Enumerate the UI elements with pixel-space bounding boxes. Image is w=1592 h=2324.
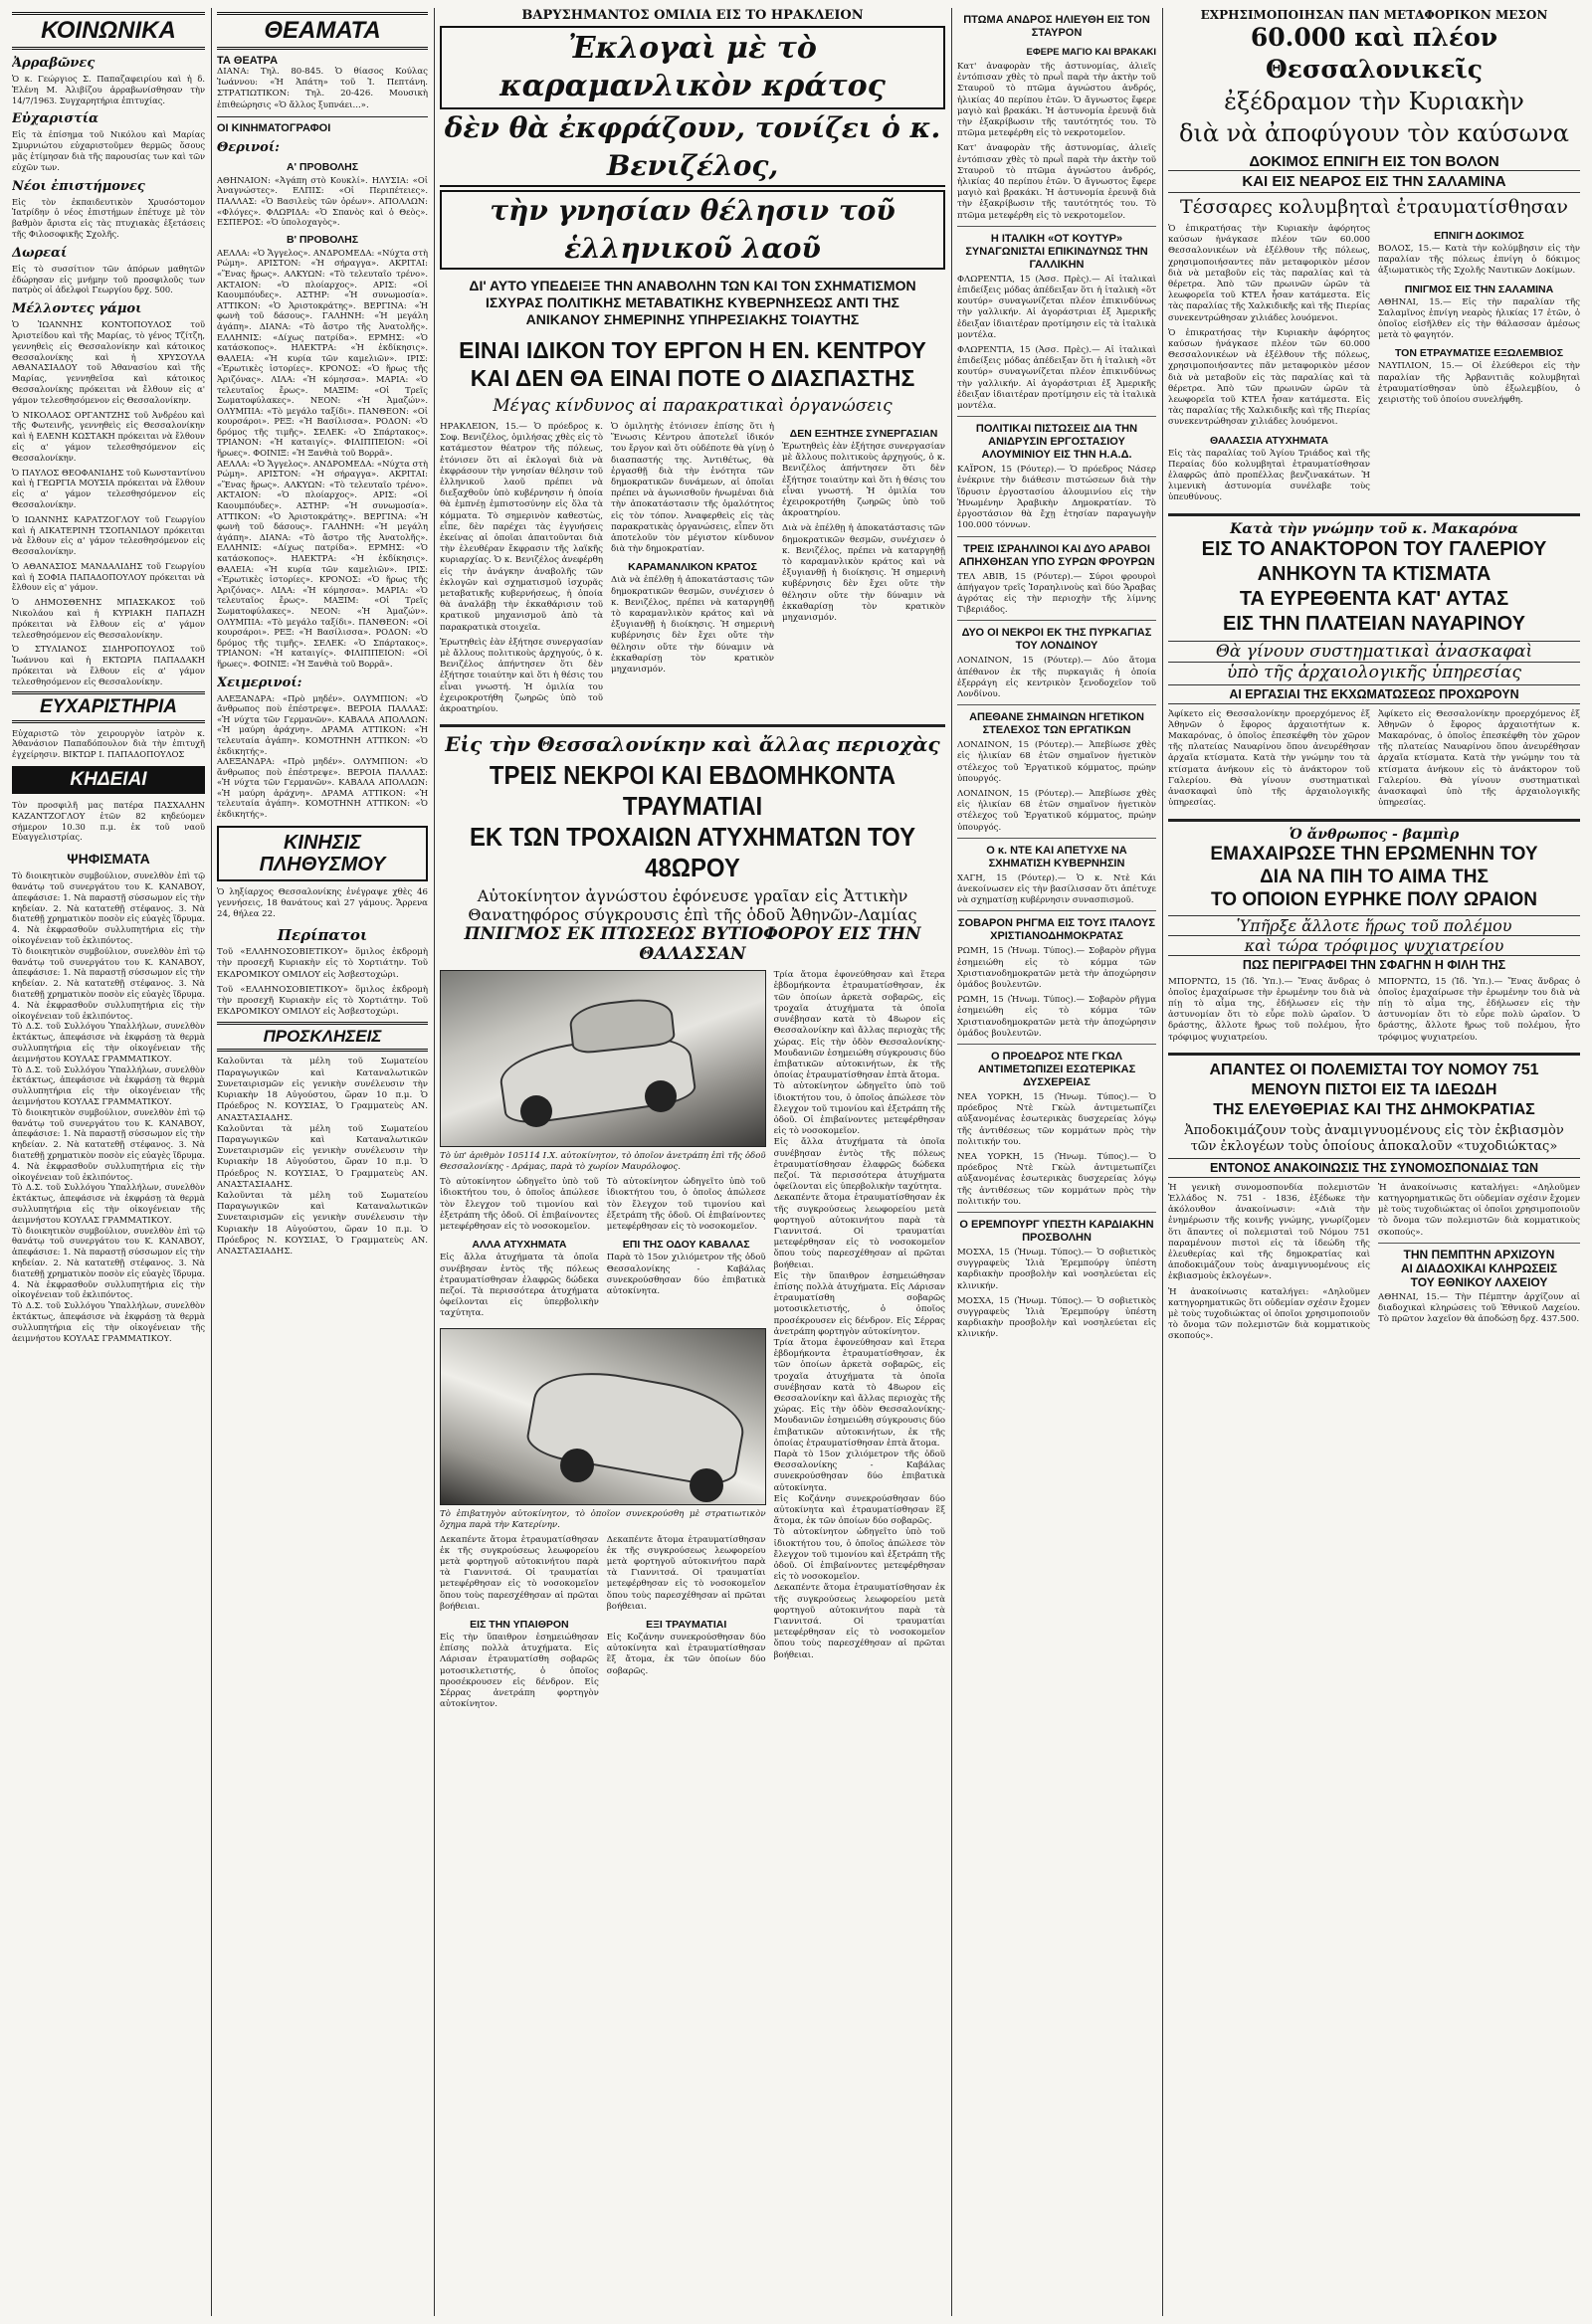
accident-text: Τὸ αὐτοκίνητον ὡδηγεῖτο ὑπὸ τοῦ ἰδιοκτήτου του, ὁ ὁποῖος ἀπώλεσε τὸν ἔλεγχον τοῦ τιμονίου καὶ ἐξετράπη τῆς ὁδοῦ. Οἱ ἐπιβαίνοντες μετεφέρθησαν εἰς τὸ νοσοκομεῖον. xyxy=(773,1527,945,1583)
invitation-text: Καλοῦνται τὰ μέλη τοῦ Σωματείου Παραγωγικῶν καὶ Καταναλωτικῶν Συνεταιρισμῶν εἰς γενικὴν συνέλευσιν τὴν Κυριακὴν 18 Αὐγούστου, ὥραν 10 π.μ. Ὁ Πρόεδρος Ν. ΚΟΥΣΙΑΣ, Ὁ Γραμματεὺς ΑΝ. ΑΝΑΣΤΑΣΙΑΔΗΣ. xyxy=(217,1190,428,1257)
heatwave-headline-2: ἐξέδραμον τὴν Κυριακὴν xyxy=(1224,88,1524,115)
heatwave-headline: 60.000 καὶ πλέον Θεσσαλονικεῖς xyxy=(1250,23,1498,84)
accident-text: Δεκαπέντε ἄτομα ἐτραυματίσθησαν ἐκ τῆς συγκρούσεως λεωφορείου μετὰ φορτηγοῦ αὐτοκινήτου παρὰ τὰ Γιαννιτσά. Οἱ τραυματίαι μετεφέρθησαν εἰς τὸ νοσοκομεῖον ὅπου τοὺς παρεσχέθησαν αἱ πρῶται βοήθειαι. xyxy=(773,1193,945,1270)
palace-headline-4: ΕΙΣ ΤΗΝ ΠΛΑΤΕΙΑΝ ΝΑΥΑΡΙΝΟΥ xyxy=(1223,612,1525,635)
veterans-headline: ΑΠΑΝΤΕΣ ΟΙ ΠΟΛΕΜΙΣΤΑΙ ΤΟΥ ΝΟΜΟΥ 751 xyxy=(1209,1061,1539,1078)
heatwave-text: Ὁ ἐπικρατήσας τὴν Κυριακὴν ἀφόρητος καύσων ἠνάγκασε πλέον τῶν 60.000 Θεσσαλονικέων νὰ ἐξέλθουν τῆς πόλεως, χρησιμοποιήσαντες πᾶν μεταφορικὸν μέσον διὰ νὰ μεταβοῦν εἰς τὰς παραλίας καὶ τὰ θέρετρα. Ἀπὸ τῶν πρωινῶν ὡρῶν τὰ λεωφορεῖα τοῦ ΚΤΕΛ ἦσαν κατάμεστα. Εἰς τὰς παραλίας τῆς Χαλκιδικῆς καὶ τῆς Πιερίας συνεκεντρώθησαν χιλιάδες λουόμενοι. xyxy=(1168,327,1370,428)
brief-headline: ΤΡΕΙΣ ΙΣΡΑΗΛΙΝΟΙ ΚΑΙ ΔΥΟ ΑΡΑΒΟΙ ΑΠΗΧΘΗΣΑΝ ΥΠΟ ΣΥΡΩΝ ΦΡΟΥΡΩΝ xyxy=(958,542,1155,568)
brief-headline: Ο κ. ΝΤΕ ΚΑΙ ΑΠΕΤΥΧΕ ΝΑ ΣΧΗΜΑΤΙΣΗ ΚΥΒΕΡΝΗΣΙΝ xyxy=(986,844,1127,870)
veterans-text: Ἡ ἀνακοίνωσις καταλήγει: «Δηλοῦμεν κατηγορηματικῶς ὅτι οὐδεμίαν σχέσιν ἔχομεν μὲ τοὺς τυχοδιώκτας οἱ ὁποῖοι χρησιμοποιοῦν τὸ ὄνομα τῶν πολεμιστῶν διὰ κομματικοὺς σκοπούς». xyxy=(1378,1182,1580,1238)
lead-banner: ΕΙΝΑΙ ΙΔΙΚΟΝ ΤΟΥ ΕΡΓΟΝ Η ΕΝ. ΚΕΝΤΡΟΥ xyxy=(459,337,926,363)
brief-headline: ΣΟΒΑΡΟΝ ΡΗΓΜΑ ΕΙΣ ΤΟΥΣ ΙΤΑΛΟΥΣ ΧΡΙΣΤΙΑΝΟΔΗΜΟΚΡΑΤΑΣ xyxy=(958,917,1155,943)
resolution-text: Τὸ Δ.Σ. τοῦ Συλλόγου Ὑπαλλήλων, συνελθὸν ἐκτάκτως, ἀπεφάσισε νὰ ἐκφράσῃ τὰ θερμὰ συλλυπητήρια εἰς τὴν οἰκογένειαν τῆς ἀειμνήστου ΚΟΥΛΑΣ ΓΡΑΜΜΑΤΙΚΟΥ. xyxy=(12,1064,205,1106)
veterans-text: Ἡ γενικὴ συνομοσπονδία πολεμιστῶν Ἑλλάδος Ν. 751 - 1836, ἐξέδωκε τὴν ἀκόλουθον ἀνακοίνωσιν: «Διὰ τὴν ἐνημέρωσιν τῆς κοινῆς γνώμης, γνωρίζομεν ὅτι ἅπαντες οἱ πολεμισταὶ τοῦ Νόμου 751 παραμένουν πιστοὶ εἰς τὰ ἰδεώδη τῆς ἐλευθερίας καὶ τῆς δημοκρατίας καὶ ἀποδοκιμάζουν τοὺς ἀναμιγνυομένους εἰς ἐκβιασμοὺς ἐκλογέων». xyxy=(1168,1182,1370,1282)
thanks-section-text: Εὐχαριστῶ τὸν χειρουργὸν ἰατρὸν κ. Ἀθανάσιον Παπαδόπουλον διὰ τὴν ἐπιτυχῆ ἐγχείρησιν. ΒΙΚΤΩΡ Ι. ΠΑΠΑΔΟΠΟΥΛΟΣ xyxy=(12,727,205,760)
palace-deck-2: ὑπὸ τῆς ἀρχαιολογικῆς ὑπηρεσίας xyxy=(1168,662,1580,682)
heatwave-text: ΑΘΗΝΑΙ, 15.— Εἰς τὴν παραλίαν τῆς Σαλαμῖνος ἐπνίγη νεαρὸς ἡλικίας 17 ἐτῶν, ὁ ὁποῖος εἰσῆλθεν εἰς τὴν θάλασσαν ἀμέσως μετὰ τὸ φαγητόν. xyxy=(1378,296,1580,341)
salamis-heading: ΠΝΙΓΜΟΣ ΕΙΣ ΤΗΝ ΣΑΛΑΜΙΝΑ xyxy=(1404,283,1554,295)
brief-text: ΦΛΩΡΕΝΤΙΑ, 15 (Ἀσσ. Πρὲς).— Αἱ ἰταλικαὶ ἐπιδείξεις μόδας ἀπέδειξαν ὅτι ἡ ἰταλικὴ «ὂτ κουτύρ» συναγωνίζεται πλέον ἐπικινδύνως τὴν γαλλικήν. Αἱ ἀγοράστριαι ἐξ Ἀμερικῆς ἐδειξαν ἰδιαιτέραν προτίμησιν εἰς τὰ ἰταλικὰ μοντέλα. xyxy=(957,345,1156,412)
accident-text: Παρὰ τὸ 15ον χιλιόμετρον τῆς ὁδοῦ Θεσσαλονίκης - Καβάλας συνεκρούσθησαν δύο ἐπιβατικὰ αὐτοκίνητα. xyxy=(773,1450,945,1493)
heatwave-text: ΒΟΛΟΣ, 15.— Κατὰ τὴν κολύμβησιν εἰς τὴν παραλίαν τῆς πόλεως ἐπνίγη ὁ δόκιμος ἀξιωματικὸς τῆς Σχολῆς Ναυτικῶν Δοκίμων. xyxy=(1378,244,1580,277)
brief-text: Κατ' ἀναφορὰν τῆς ἀστυνομίας, ἁλιεῖς ἐντόπισαν χθὲς τὸ πρωῒ παρὰ τὴν ἀκτὴν τοῦ Σταυροῦ τὸ πτῶμα ἀγνώστου ἀνδρός, ἡλικίας 40 περίπου ἐτῶν. Ὁ ἄγνωστος ἔφερε μαγιὸ καὶ βρακάκι. Ἡ ἀστυνομία ἐρευνᾷ διὰ τὴν ἐξακρίβωσιν τῆς ταυτότητός του. Τὸ πτῶμα μετεφέρθη εἰς τὸ νεκροτομεῖον. xyxy=(957,143,1156,221)
heatwave-text: Εἰς τὰς παραλίας τοῦ Ἁγίου Τριάδος καὶ τῆς Περαίας δύο κολυμβηταὶ ἐτραυματίσθησαν ἐλαφρῶς ἀπὸ προπέλλας βενζινακάτων. Ἡ λιμενικὴ ἀστυνομία συνέλαβε τοὺς ὑπευθύνους. xyxy=(1168,448,1370,503)
winter-cinemas-heading: Χειμερινοί: xyxy=(217,675,302,690)
wedding-notice: Ὁ ἸΩΑΝΝΗΣ ΚΟΝΤΟΠΟΥΛΟΣ τοῦ Ἀριστείδου καὶ τῆς Μαρίας, τὸ γένος Τζίτζη, γεννηθεὶς εἰς Θεσσαλονίκην καὶ κάτοικος Θεσσαλονίκης καὶ ἡ ΧΡΥΣΟΥΛΑ ΑΘΑΝΑΣΙΑΔΟΥ τοῦ Ἀθανασίου καὶ τῆς Μαρίας, γεννηθεῖσα καὶ κάτοικος Θεσσαλονίκης πρόκειται νὰ ἔλθουν εἰς α' γάμον τελεσθησόμενον εἰς Θεσσαλονίκην. xyxy=(12,319,205,405)
population-text: Ὁ ληξίαρχος Θεσσαλονίκης ἐνέγραψε χθὲς 46 γεννήσεις, 18 θανάτους καὶ 27 γάμους. Ἄρρενα 24, θήλεα 22. xyxy=(217,886,428,920)
crash-photo-1-caption: Τὸ ὑπ' ἀριθμὸν 105114 Ι.Χ. αὐτοκίνητον, τὸ ὁποῖον ἀνετράπη ἐπὶ τῆς ὁδοῦ Θεσσαλονίκης - Δράμας, παρὰ τὸ χωρίον Μαυρόλοφος. xyxy=(440,1151,766,1173)
theaters-subheading: ΤΑ ΘΕΑΤΡΑ xyxy=(217,55,279,67)
lottery-text: ΑΘΗΝΑΙ, 15.— Τὴν Πέμπτην ἀρχίζουν αἱ διαδοχικαὶ κληρώσεις τοῦ Ἐθνικοῦ Λαχείου. Τὸ πρῶτον λαχεῖον θὰ ἀποδώσῃ δρχ. 437.500. xyxy=(1378,1291,1580,1325)
speedboat-heading: ΤΟΝ ΕΤΡΑΥΜΑΤΙΣΕ ΕΞΩΛΕΜΒΙΟΣ xyxy=(1394,347,1564,360)
brief-text: ΜΟΣΧΑ, 15 (Ἡνωμ. Τύπος).— Ὁ σοβιετικὸς συγγραφεὺς Ἰλιὰ Ἐρεμπούργ ὑπέστη καρδιακὴν προσβολὴν καὶ νοσηλεύεται εἰς κλινικήν. xyxy=(957,1295,1156,1340)
regional-listing: ΑΛΕΞΑΝΔΡΑ: «Πρὸ μηδέν». ΟΛΥΜΠΙΟΝ: «Ὁ ἄνθρωπος ποὺ ἐπέστρεψε». ΒΕΡΟΙΑ ΠΑΛΛΑΣ: «Ἡ νύχτα τῶν Γερμανῶν». ΚΑΒΑΛΑ ΑΠΟΛΛΩΝ: «Ἡ μαύρη ἀράχνη». ΔΡΑΜΑ ΑΤΤΙΚΟΝ: «Ἡ τελευταία ἀγάπη». ΚΟΜΟΤΗΝΗ ΑΤΤΙΚΟΝ: «Ὁ ἐκδικητής». xyxy=(217,692,428,756)
wedding-notice: Ὁ ΝΙΚΟΛΑΟΣ ΟΡΓΑΝΤΖΗΣ τοῦ Ἀνδρέου καὶ τῆς Φωτεινῆς, γεννηθεὶς εἰς Θεσσαλονίκην καὶ ἡ ΕΛΕΝΗ ΚΩΣΤΑΚΗ πρόκειται νὰ ἔλθουν εἰς α' γάμον τελεσθησόμενον εἰς Θεσσαλονίκην. xyxy=(12,409,205,463)
brief-headline: ΠΟΛΙΤΙΚΑΙ ΠΙΣΤΩΣΕΙΣ ΔΙΑ ΤΗΝ ΑΝΙΔΡΥΣΙΝ ΕΡΓΟΣΤΑΣΙΟΥ ΑΛΟΥΜΙΝΙΟΥ ΕΙΣ ΤΗΝ Η.Α.Δ. xyxy=(975,423,1138,462)
lead-headline-box xyxy=(440,26,945,109)
heatwave-text: Ὁ ἐπικρατήσας τὴν Κυριακὴν ἀφόρητος καύσων ἠνάγκασε πλέον τῶν 60.000 Θεσσαλονικέων νὰ ἐξέλθουν τῆς πόλεως, χρησιμοποιήσαντες πᾶν μεταφορικὸν μέσον διὰ νὰ μεταβοῦν εἰς τὰς παραλίας καὶ τὰ θέρετρα. Ἀπὸ τῶν πρωινῶν ὡρῶν τὰ λεωφορεῖα τοῦ ΚΤΕΛ ἦσαν κατάμεστα. Εἰς τὰς παραλίας τῆς Χαλκιδικῆς καὶ τῆς Πιερίας συνεκεντρώθησαν χιλιάδες λουόμενοι. xyxy=(1168,224,1370,323)
heatwave-text: ΝΑΥΠΛΙΟΝ, 15.— Οἱ ἐλεύθεροι εἰς τὴν παραλίαν τῆς Ἀρβανιτιᾶς κολυμβηταὶ ἐτραυματίσθησαν ὑπὸ ἐξωλεμβίου, ὁ χειριστὴς τοῦ ὁποίου συνελήφθη. xyxy=(1378,361,1580,406)
social-section-title: ΚΟΙΝΩΝΙΚΑ xyxy=(12,12,205,50)
column-rule xyxy=(211,8,212,2316)
brief-subheadline: ΕΦΕΡΕ ΜΑΓΙΟ ΚΑΙ ΒΡΑΚΑΚΙ xyxy=(1026,47,1156,58)
accidents-kicker: Εἰς τὴν Θεσσαλονίκην καὶ ἄλλας περιοχὰς xyxy=(445,732,940,757)
lead-headline-box xyxy=(440,190,945,270)
column-right xyxy=(1168,8,1580,2316)
column-social xyxy=(12,8,205,2316)
crash-photo-2-caption: Τὸ ἐπιβατηγὸν αὐτοκίνητον, τὸ ὁποῖον συνεκρούσθη μὲ στρατιωτικὸν ὄχημα παρὰ τὴν Κατερίνην. xyxy=(440,1508,766,1530)
lead-story-text: Ὁ ὁμιλητὴς ἐτόνισεν ἐπίσης ὅτι ἡ Ἕνωσις Κέντρου ἀποτελεῖ ἰδικόν του ἔργον καὶ ὅτι οὐδέποτε θὰ γίνῃ ὁ διασπαστής της. Ἀντιθέτως, θὰ ἐργασθῇ διὰ τὴν ἑνότητα τῶν δημοκρατικῶν δυνάμεων, αἱ ὁποῖαι πρέπει νὰ ἀγωνισθοῦν ἡνωμέναι διὰ τὴν ἀποκατάστασιν τῆς ὁμαλότητος εἰς τὸν τόπον. Ἀναφερθεὶς εἰς τὰς παρακρατικὰς ὀργανώσεις, εἶπεν ὅτι ἀποτελοῦν τὸν μέγιστον κίνδυνον διὰ τὴν δημοκρατίαν. xyxy=(611,422,774,555)
cinemas-heading: ΟΙ ΚΙΝΗΜΑΤΟΓΡΑΦΟΙ xyxy=(217,121,331,134)
resolution-text: Τὸ διοικητικὸν συμβούλιον, συνελθὸν ἐπὶ τῷ θανάτῳ τοῦ συνεργάτου του Κ. ΚΑΝΑΒΟΥ, ἀπεφάσισε: 1. Νὰ παραστῇ σύσσωμον εἰς τὴν κηδείαν. 2. Νὰ κατατεθῇ στέφανος. 3. Νὰ διατεθῇ χρηματικὸν ποσὸν εἰς εὐαγὲς ἵδρυμα. 4. Νὰ ἐκφρασθοῦν συλλυπητήρια εἰς τὴν οἰκογένειαν τοῦ ἐκλιπόντος. xyxy=(12,1106,205,1182)
lead-headline: Ἐκλογαὶ μὲ τὸ καραμανλικὸν κράτος xyxy=(499,31,886,103)
brief-text: Κατ' ἀναφορὰν τῆς ἀστυνομίας, ἁλιεῖς ἐντόπισαν χθὲς τὸ πρωῒ παρὰ τὴν ἀκτὴν τοῦ Σταυροῦ τὸ πτῶμα ἀγνώστου ἀνδρός, ἡλικίας 40 περίπου ἐτῶν. Ὁ ἄγνωστος ἔφερε μαγιὸ καὶ βρακάκι. Ἡ ἀστυνομία ἐρευνᾷ διὰ τὴν ἐξακρίβωσιν τῆς ταυτότητός του. Τὸ πτῶμα μετεφέρθη εἰς τὸ νεκροτομεῖον. xyxy=(957,62,1156,139)
brief-headline: Η ΙΤΑΛΙΚΗ «ΟΤ ΚΟΥΤΥΡ» ΣΥΝΑΓΩΝΙΣΤΑΙ ΕΠΙΚΙΝΔΥΝΩΣ ΤΗΝ ΓΑΛΛΙΚΗΝ xyxy=(965,232,1148,271)
accident-text: Εἰς τὴν ὕπαιθρον ἐσημειώθησαν ἐπίσης πολλὰ ἀτυχήματα. Εἰς Λάρισαν ἐτραυματίσθη σοβαρῶς μοτοσικλετιστής, ὁ ὁποῖος προσέκρουσεν εἰς δένδρον. Εἰς Σέρρας ἀνετράπη φορτηγὸν αὐτοκίνητον. xyxy=(440,1632,599,1710)
crash-photo-2 xyxy=(440,1328,766,1505)
brief-headline: Ο ΕΡΕΜΠΟΥΡΓ ΥΠΕΣΤΗ ΚΑΡΔΙΑΚΗΝ ΠΡΟΣΒΟΛΗΝ xyxy=(959,1219,1154,1245)
walks-text: Τοῦ «ΕΛΛΗΝΟΣΟΒΙΕΤΙΚΟΥ» ὅμιλος ἐκδρομὴ τὴν προσεχῆ Κυριακὴν εἰς τὸ Χορτιάτην. Τοῦ ΕΚΔΡΟΜΙΚΟΥ ΟΜΙΛΟΥ εἰς Ἀσβεστοχώρι. xyxy=(217,947,428,980)
donations-notice: Εἰς τὸ συσσίτιον τῶν ἀπόρων μαθητῶν ἐδώρησαν εἰς μνήμην τοῦ προσφιλοῦς των πατρὸς οἱ ἀδελφοὶ Γεωργίου δρχ. 500. xyxy=(12,263,205,295)
resolution-text: Τὸ Δ.Σ. τοῦ Συλλόγου Ὑπαλλήλων, συνελθὸν ἐκτάκτως, ἀπεφάσισε νὰ ἐκφράσῃ τὰ θερμὰ συλλυπητήρια εἰς τὴν οἰκογένειαν τῆς ἀειμνήστου ΚΟΥΛΑΣ ΓΡΑΜΜΑΤΙΚΟΥ. xyxy=(12,1021,205,1064)
wedding-notice: Ὁ ΑΘΑΝΑΣΙΟΣ ΜΑΝΔΑΛΙΔΗΣ τοῦ Γεωργίου καὶ ἡ ΣΟΦΙΑ ΠΑΠΑΔΟΠΟΥΛΟΥ πρόκειται νὰ ἔλθουν εἰς α' γάμον. xyxy=(12,560,205,593)
invitation-text: Καλοῦνται τὰ μέλη τοῦ Σωματείου Παραγωγικῶν καὶ Καταναλωτικῶν Συνεταιρισμῶν εἰς γενικὴν συνέλευσιν τὴν Κυριακὴν 18 Αὐγούστου, ὥραν 10 π.μ. Ὁ Πρόεδρος Ν. ΚΟΥΣΙΑΣ, Ὁ Γραμματεὺς ΑΝ. ΑΝΑΣΤΑΣΙΑΔΗΣ. xyxy=(217,1057,428,1123)
regional-listing: ΑΛΕΞΑΝΔΡΑ: «Πρὸ μηδέν». ΟΛΥΜΠΙΟΝ: «Ὁ ἄνθρωπος ποὺ ἐπέστρεψε». ΒΕΡΟΙΑ ΠΑΛΛΑΣ: «Ἡ νύχτα τῶν Γερμανῶν». ΚΑΒΑΛΑ ΑΠΟΛΛΩΝ: «Ἡ μαύρη ἀράχνη». ΔΡΑΜΑ ΑΤΤΙΚΟΝ: «Ἡ τελευταία ἀγάπη». ΚΟΜΟΤΗΝΗ ΑΤΤΙΚΟΝ: «Ὁ ἐκδικητής». xyxy=(217,756,428,820)
accidents-deck-2: Θανατηφόρος σύγκρουσις ἐπὶ τῆς ὁδοῦ Ἀθηνῶν-Λαμίας xyxy=(468,905,917,925)
vampire-subhead: ΠΩΣ ΠΕΡΙΓΡΑΦΕΙ ΤΗΝ ΣΦΑΓΗΝ Η ΦΙΛΗ ΤΗΣ xyxy=(1168,955,1580,972)
crash-photo-1 xyxy=(440,970,766,1147)
population-movement-title: ΚΙΝΗΣΙΣ ΠΛΗΘΥΣΜΟΥ xyxy=(217,826,428,881)
vampire-deck: Ὑπῆρξε ἄλλοτε ἥρως τοῦ πολέμου xyxy=(1168,915,1580,935)
palace-deck: Θὰ γίνουν συστηματικαὶ ἀνασκαφαὶ xyxy=(1168,641,1580,662)
weddings-heading: Μέλλοντες γάμοι xyxy=(12,301,142,317)
invitations-title: ΠΡΟΣΚΛΗΣΕΙΣ xyxy=(217,1022,428,1052)
brief-text: ΛΟΝΔΙΝΟΝ, 15 (Ρόυτερ).— Ἀπεβίωσε χθὲς εἰς ἡλικίαν 68 ἐτῶν σημαῖνον ἡγετικὸν στέλεχος τοῦ Ἐργατικοῦ κόμματος, πρώην ὑπουργός. xyxy=(957,788,1156,833)
lead-story-text: Ἐρωτηθεὶς ἐὰν ἐξήτησε συνεργασίαν μὲ ἄλλους πολιτικοὺς ἀρχηγούς, ὁ κ. Βενιζέλος ἀπήντησεν ὅτι δὲν ἐξήτησε τοιαύτην καὶ ὅτι ἡ θέσις του εἶναι γνωστή. Ἡ ὁμιλία του ἐχειροκροτήθη ζωηρῶς ὑπὸ τοῦ ἀκροατηρίου. xyxy=(782,442,945,519)
vampire-headline: ΕΜΑΧΑΙΡΩΣΕ ΤΗΝ ΕΡΩΜΕΝΗΝ ΤΟΥ xyxy=(1210,843,1538,865)
accident-text: Τρία ἄτομα ἐφονεύθησαν καὶ ἕτερα ἑβδομήκοντα ἐτραυματίσθησαν, ἐκ τῶν ὁποίων ἀρκετὰ σοβαρῶς, εἰς τροχαῖα ἀτυχήματα τὰ ὁποῖα συνέβησαν κατὰ τὸ 48ωρον εἰς Θεσσαλονίκην καὶ ἄλλας περιοχὰς τῆς χώρας. Εἰς τὴν ὁδὸν Θεσσαλονίκης-Μουδανιῶν ἐσημειώθη σύγκρουσις δύο ἐπιβατικῶν αὐτοκινήτων, ἐκ τῆς ὁποίας ἐτραυματίσθησαν ἑπτὰ ἄτομα. xyxy=(773,970,945,1081)
resolution-text: Τὸ Δ.Σ. τοῦ Συλλόγου Ὑπαλλήλων, συνελθὸν ἐκτάκτως, ἀπεφάσισε νὰ ἐκφράσῃ τὰ θερμὰ συλλυπητήρια εἰς τὴν οἰκογένειαν τῆς ἀειμνήστου ΚΟΥΛΑΣ ΓΡΑΜΜΑΤΙΚΟΥ. xyxy=(12,1300,205,1343)
wedding-notice: Ὁ ΔΗΜΟΣΘΕΝΗΣ ΜΠΑΣΚΑΚΟΣ τοῦ Νικολάου καὶ ἡ ΚΥΡΙΑΚΗ ΠΑΠΑΖΗ πρόκειται νὰ ἔλθουν εἰς α' γάμον τελεσθησόμενον εἰς Θεσσαλονίκην. xyxy=(12,597,205,640)
other-accidents-heading: ΑΛΛΑ ΑΤΥΧΗΜΑΤΑ xyxy=(472,1239,567,1252)
resolution-text: Τὸ διοικητικὸν συμβούλιον, συνελθὸν ἐπὶ τῷ θανάτῳ τοῦ συνεργάτου του Κ. ΚΑΝΑΒΟΥ, ἀπεφάσισε: 1. Νὰ παραστῇ σύσσωμον εἰς τὴν κηδείαν. 2. Νὰ κατατεθῇ στέφανος. 3. Νὰ διατεθῇ χρηματικὸν ποσὸν εἰς εὐαγὲς ἵδρυμα. 4. Νὰ ἐκφρασθοῦν συλλυπητήρια εἰς τὴν οἰκογένειαν τοῦ ἐκλιπόντος. xyxy=(12,945,205,1021)
column-news-briefs xyxy=(957,8,1156,2316)
lottery-headline-2: ΑΙ ΔΙΑΔΟΧΙΚΑΙ ΚΛΗΡΩΣΕΙΣ xyxy=(1400,1260,1558,1275)
accident-text: Παρὰ τὸ 15ον χιλιόμετρον τῆς ὁδοῦ Θεσσαλονίκης - Καβάλας συνεκρούσθησαν δύο ἐπιβατικὰ αὐτοκίνητα. xyxy=(606,1253,766,1296)
brief-text: ΝΕΑ ΥΟΡΚΗ, 15 (Ἡνωμ. Τύπος).— Ὁ πρόεδρος Ντὲ Γκὼλ ἀντιμετωπίζει αὐξανομένας ἐσωτερικὰς δυσχερείας λόγῳ τῆς ἀντιθέσεως τῶν κομμάτων πρὸς τὴν πολιτικήν του. xyxy=(957,1091,1156,1147)
graduates-heading: Νέοι ἐπιστήμονες xyxy=(12,178,145,194)
vampire-kicker: Ὁ ἄνθρωπος - βαμπὶρ xyxy=(1289,826,1460,843)
veterans-headline-2: ΜΕΝΟΥΝ ΠΙΣΤΟΙ ΕΙΣ ΤΑ ΙΔΕΩΔΗ xyxy=(1251,1080,1497,1098)
brief-text: ΛΟΝΔΙΝΟΝ, 15 (Ρόυτερ).— Ἀπεβίωσε χθὲς εἰς ἡλικίαν 68 ἐτῶν σημαῖνον ἡγετικὸν στέλεχος τοῦ Ἐργατικοῦ κόμματος, πρώην ὑπουργός. xyxy=(957,740,1156,784)
heatwave-subhead: ΔΟΚΙΜΟΣ ΕΠΝΙΓΗ ΕΙΣ ΤΟΝ ΒΟΛΟΝ xyxy=(1249,153,1499,170)
brief-text: ΡΩΜΗ, 15 (Ἡνωμ. Τύπος).— Σοβαρὸν ρῆγμα ἐσημειώθη εἰς τὸ κόμμα τῶν Χριστιανοδημοκρατῶν μετὰ τὴν ἀποχώρησιν ὁμάδος βουλευτῶν. xyxy=(957,995,1156,1039)
accident-text: Τὸ αὐτοκίνητον ὡδηγεῖτο ὑπὸ τοῦ ἰδιοκτήτου του, ὁ ὁποῖος ἀπώλεσε τὸν ἔλεγχον τοῦ τιμονίου καὶ ἐξετράπη τῆς ὁδοῦ. Οἱ ἐπιβαίνοντες μετεφέρθησαν εἰς τὸ νοσοκομεῖον. xyxy=(773,1081,945,1137)
heatwave-subhead-2: ΚΑΙ ΕΙΣ ΝΕΑΡΟΣ ΕΙΣ ΤΗΝ ΣΑΛΑΜΙΝΑ xyxy=(1168,170,1580,193)
heatwave-story xyxy=(1168,224,1580,508)
wedding-notice: Ὁ ΣΤΥΛΙΑΝΟΣ ΣΙΔΗΡΟΠΟΥΛΟΣ τοῦ Ἰωάννου καὶ ἡ ΕΚΤΩΡΙΑ ΠΑΠΑΔΑΚΗ πρόκειται νὰ ἔλθουν εἰς α' γάμον τελεσθησόμενον εἰς Θεσσαλονίκην. xyxy=(12,644,205,686)
lead-story-text: ΗΡΑΚΛΕΙΟΝ, 15.— Ὁ πρόεδρος κ. Σοφ. Βενιζέλος, ὁμιλήσας χθὲς εἰς τὸ κατάμεστον θέατρον τῆς πόλεως, ἐτόνισεν ὅτι αἱ ἐκλογαὶ διὰ νὰ ἐκφράσουν τὴν γνησίαν θέλησιν τοῦ ἑλληνικοῦ λαοῦ πρέπει νὰ διεξαχθοῦν ὑπὸ κυβέρνησιν ἡ ὁποία θὰ ἐμπνέῃ ἐμπιστοσύνην εἰς ὅλα τὰ κόμματα. Τὸ σημερινὸν καθεστὼς, εἶπε, δὲν παρέχει τὰς ἐγγυήσεις ἐκείνας αἱ ὁποῖαι ἀπαιτοῦνται διὰ τὴν ἐλευθέραν ἔκφρασιν τῆς λαϊκῆς κυριαρχίας. Ὁ κ. Βενιζέλος ἀνεφέρθη εἰς τὴν ἀνάγκην ἀναβολῆς τῶν ἐκλογῶν καὶ σχηματισμοῦ ἰσχυρᾶς μεταβατικῆς κυβερνήσεως, ἡ ὁποία θὰ ἀναλάβῃ τὴν ἐκκαθάρισιν τοῦ κρατικοῦ μηχανισμοῦ ἀπὸ τὰ παρακρατικὰ στοιχεῖα. xyxy=(440,422,603,633)
column-rule xyxy=(951,8,952,2316)
sea-accidents-heading: ΘΑΛΑΣΣΙΑ ΑΤΥΧΗΜΑΤΑ xyxy=(1209,434,1329,447)
veterans-text: Ἡ ἀνακοίνωσις καταλήγει: «Δηλοῦμεν κατηγορηματικῶς ὅτι οὐδεμίαν σχέσιν ἔχομεν μὲ τοὺς τυχοδιώκτας οἱ ὁποῖοι χρησιμοποιοῦν τὸ ὄνομα τῶν πολεμιστῶν διὰ κομματικοὺς σκοπούς». xyxy=(1168,1286,1370,1342)
palace-headline-3: ΤΑ ΕΥΡΕΘΕΝΤΑ ΚΑΤ' ΑΥΤΑΣ xyxy=(1239,587,1509,610)
thanks-heading: Εὐχαριστία xyxy=(12,111,100,127)
veterans-headline-3: ΤΗΣ ΕΛΕΥΘΕΡΙΑΣ ΚΑΙ ΤΗΣ ΔΗΜΟΚΡΑΤΙΑΣ xyxy=(1213,1100,1535,1118)
vampire-deck-2: καὶ τώρα τρόφιμος ψυχιατρείου xyxy=(1168,935,1580,955)
invitation-text: Καλοῦνται τὰ μέλη τοῦ Σωματείου Παραγωγικῶν καὶ Καταναλωτικῶν Συνεταιρισμῶν εἰς γενικὴν συνέλευσιν τὴν Κυριακὴν 18 Αὐγούστου, ὥραν 10 π.μ. Ὁ Πρόεδρος Ν. ΚΟΥΣΙΑΣ, Ὁ Γραμματεὺς ΑΝ. ΑΝΑΣΤΑΣΙΑΔΗΣ. xyxy=(217,1123,428,1190)
resolution-text: Τὸ Δ.Σ. τοῦ Συλλόγου Ὑπαλλήλων, συνελθὸν ἐκτάκτως, ἀπεφάσισε νὰ ἐκφράσῃ τὰ θερμὰ συλλυπητήρια εἰς τὴν οἰκογένειαν τῆς ἀειμνήστου ΚΟΥΛΑΣ ΓΡΑΜΜΑΤΙΚΟΥ. xyxy=(12,1182,205,1225)
accident-text: Εἰς τὴν ὕπαιθρον ἐσημειώθησαν ἐπίσης πολλὰ ἀτυχήματα. Εἰς Λάρισαν ἐτραυματίσθη σοβαρῶς μοτοσικλετιστής, ὁ ὁποῖος προσέκρουσεν εἰς δένδρον. Εἰς Σέρρας ἀνετράπη φορτηγὸν αὐτοκίνητον. xyxy=(773,1270,945,1337)
volos-heading: ΕΠΝΙΓΗ ΔΟΚΙΜΟΣ xyxy=(1434,230,1524,242)
brief-headline: Ο ΠΡΟΕΔΡΟΣ ΝΤΕ ΓΚΩΛ ΑΝΤΙΜΕΤΩΠΙΖΕΙ ΕΣΩΤΕΡΙΚΑΣ ΔΥΣΧΕΡΕΙΑΣ xyxy=(977,1050,1136,1088)
engagements-heading: Ἀρραβῶνες xyxy=(12,56,96,71)
lead-story-text: Ἐρωτηθεὶς ἐὰν ἐξήτησε συνεργασίαν μὲ ἄλλους πολιτικοὺς ἀρχηγούς, ὁ κ. Βενιζέλος ἀπήντησεν ὅτι δὲν ἐξήτησε τοιαύτην καὶ ὅτι ἡ θέσις του εἶναι γνωστή. Ἡ ὁμιλία του ἐχειροκροτήθη ζωηρῶς ὑπὸ τοῦ ἀκροατηρίου. xyxy=(440,637,603,715)
brief-text: ΦΛΩΡΕΝΤΙΑ, 15 (Ἀσσ. Πρὲς).— Αἱ ἰταλικαὶ ἐπιδείξεις μόδας ἀπέδειξαν ὅτι ἡ ἰταλικὴ «ὂτ κουτύρ» συναγωνίζεται πλέον ἐπικινδύνως τὴν γαλλικήν. Αἱ ἀγοράστριαι ἐξ Ἀμερικῆς ἐδειξαν ἰδιαιτέραν προτίμησιν εἰς τὰ ἰταλικὰ μοντέλα. xyxy=(957,274,1156,340)
accident-text: Εἰς Κοζάνην συνεκρούσθησαν δύο αὐτοκίνητα καὶ ἐτραυματίσθησαν ἓξ ἄτομα, ἐκ τῶν ὁποίων δύο σοβαρῶς. xyxy=(606,1632,766,1676)
accidents-deck-3: ΠΝΙΓΜΟΣ ΕΚ ΠΤΩΣΕΩΣ ΒΥΤΙΟΦΟΡΟΥ ΕΙΣ ΤΗΝ ΘΑΛΑΣΣΑΝ xyxy=(464,924,921,965)
accident-text: Τρία ἄτομα ἐφονεύθησαν καὶ ἕτερα ἑβδομήκοντα ἐτραυματίσθησαν, ἐκ τῶν ὁποίων ἀρκετὰ σοβαρῶς, εἰς τροχαῖα ἀτυχήματα τὰ ὁποῖα συνέβησαν κατὰ τὸ 48ωρον εἰς Θεσσαλονίκην καὶ ἄλλας περιοχὰς τῆς χώρας. Εἰς τὴν ὁδὸν Θεσσαλονίκης-Μουδανιῶν ἐσημειώθη σύγκρουσις δύο ἐπιβατικῶν αὐτοκινήτων, ἐκ τῆς ὁποίας ἐτραυματίσθησαν ἑπτὰ ἄτομα. xyxy=(773,1337,945,1449)
kavala-road-heading: ΕΠΙ ΤΗΣ ΟΔΟΥ ΚΑΒΑΛΑΣ xyxy=(622,1239,750,1252)
accident-text: Τὸ αὐτοκίνητον ὡδηγεῖτο ὑπὸ τοῦ ἰδιοκτήτου του, ὁ ὁποῖος ἀπώλεσε τὸν ἔλεγχον τοῦ τιμονίου καὶ ἐξετράπη τῆς ὁδοῦ. Οἱ ἐπιβαίνοντες μετεφέρθησαν εἰς τὸ νοσοκομεῖον. xyxy=(606,1177,766,1233)
vampire-headline-3: ΤΟ ΟΠΟΙΟΝ ΕΥΡΗΚΕ ΠΟΛΥ ΩΡΑΙΟΝ xyxy=(1211,888,1537,910)
vampire-headline-2: ΔΙΑ ΝΑ ΠΙΗ ΤΟ ΑΙΜΑ ΤΗΣ xyxy=(1260,866,1489,887)
funerals-section-title: ΚΗΔΕΙΑΙ xyxy=(12,766,205,794)
second-run-listing: ΑΕΛΛΑ: «Ὁ Ἄγγελος». ΑΝΔΡΟΜΕΔΑ: «Νύχτα στὴ Ρώμη». ΑΡΙΣΤΟΝ: «Ἡ σήραγγα». ΑΚΡΙΤΑΙ: «Ἕνας ἥρως». ΑΛΚΥΩΝ: «Τὸ τελευταῖο τρένο». ΑΚΤΑΙΟΝ: «Ὁ πλοίαρχος». ΑΡΙΣ: «Οἱ Καουμπόυδες». ΑΣΤΗΡ: «Ἡ συνωμοσία». ΑΤΤΙΚΟΝ: «Ὁ Ἀριστοκράτης». ΒΕΡΓΙΝΑ: «Ἡ φωνὴ τοῦ δάσους». ΓΑΛΗΝΗ: «Ἡ μεγάλη ἀγάπη». ΔΙΑΝΑ: «Τὸ ἄστρο τῆς Ἀνατολῆς». ΕΛΛΗΝΙΣ: «Δίχως πατρίδα». ΕΡΜΗΣ: «Ὁ κατάσκοπος». ΗΛΕΚΤΡΑ: «Ἡ ἐκδίκησις». ΘΑΛΕΙΑ: «Ἡ κυρία τῶν καμελιῶν». ΙΡΙΣ: «Ἐρωτικὲς ἱστορίες». ΚΡΟΝΟΣ: «Ὁ ἥρως τῆς Ἀριζόνας». ΛΙΛΑ: «Ἡ κόμησσα». ΜΑΡΙΑ: «Ὁ τελευταῖος ἔρως». ΜΑΞΙΜ: «Οἱ Τρεῖς Σωματοφύλακες». ΝΕΟΝ: «Ἡ Ἀμαζών». ΟΛΥΜΠΙΑ: «Τὸ μεγάλο ταξίδι». ΠΑΝΘΕΟΝ: «Οἱ κουρσάροι». ΡΕΞ: «Ἡ Βασίλισσα». ΡΟΔΟΝ: «Ὁ δρόμος τῆς τιμῆς». ΣΕΛΕΚ: «Ὁ Σπάρτακος». ΤΡΙΑΝΟΝ: «Ἡ καταιγίς». ΦΙΛΙΠΠΕΙΟΝ: «Οἱ ἥρωες». ΦΟΙΝΙΞ: «Ἡ Ξανθιὰ τοῦ Βορρᾶ». xyxy=(217,247,428,459)
lead-story-text: Διὰ νὰ ἐπέλθῃ ἡ ἀποκατάστασις τῶν δημοκρατικῶν θεσμῶν, συνέχισεν ὁ κ. Βενιζέλος, πρέπει νὰ καταργηθῇ τὸ καραμανλικὸν κράτος καὶ νὰ ἐξυγιανθῇ ἡ διοίκησις. Ἡ σημερινὴ κυβέρνησις δὲν ἔχει οὔτε τὴν θέλησιν οὔτε τὴν δύναμιν νὰ ἐκκαθαρίσῃ τὸν κρατικὸν μηχανισμόν. xyxy=(611,575,774,676)
palace-text: Ἀφίκετο εἰς Θεσσαλονίκην προερχόμενος ἐξ Ἀθηνῶν ὁ ἔφορος ἀρχαιοτήτων κ. Μακαρόνας, ὁ ὁποῖος ἐπεσκέφθη τὸν χῶρον τῆς πλατείας Ναυαρίνου ὅπου ἀνευρέθησαν ἀρχαῖα κτίσματα. Κατὰ τὴν γνώμην του τὰ κτίσματα ἀνήκουν εἰς τὸ ἀνάκτορον τοῦ Γαλερίου. Θὰ γίνουν συστηματικαὶ ἀνασκαφαὶ ὑπὸ τῆς ἀρχαιολογικῆς ὑπηρεσίας. xyxy=(1378,708,1580,809)
thanks-section-title: ΕΥΧΑΡΙΣΤΗΡΙΑ xyxy=(12,691,205,723)
accident-text: Εἰς ἄλλα ἀτυχήματα τὰ ὁποῖα συνέβησαν ἐντὸς τῆς πόλεως ἐτραυματίσθησαν ἐλαφρῶς δώδεκα πεζοί. Τὰ περισσότερα ἀτυχήματα ὀφείλονται εἰς ὑπερβολικὴν ταχύτητα. xyxy=(773,1137,945,1193)
wedding-notice: Ὁ ΠΑΥΛΟΣ ΘΕΟΦΑΝΙΔΗΣ τοῦ Κωνσταντίνου καὶ ἡ ΓΕΩΡΓΙΑ ΜΟΥΣΙΑ πρόκειται νὰ ἔλθουν εἰς α' γάμον τελεσθησόμενον εἰς Θεσσαλονίκην. xyxy=(12,467,205,509)
accident-text: Εἰς ἄλλα ἀτυχήματα τὰ ὁποῖα συνέβησαν ἐντὸς τῆς πόλεως ἐτραυματίσθησαν ἐλαφρῶς δώδεκα πεζοί. Τὰ περισσότερα ἀτυχήματα ὀφείλονται εἰς ὑπερβολικὴν ταχύτητα. xyxy=(440,1253,599,1319)
donations-heading: Δωρεαί xyxy=(12,245,68,261)
brief-text: ΡΩΜΗ, 15 (Ἡνωμ. Τύπος).— Σοβαρὸν ρῆγμα ἐσημειώθη εἰς τὸ κόμμα τῶν Χριστιανοδημοκρατῶν μετὰ τὴν ἀποχώρησιν ὁμάδος βουλευτῶν. xyxy=(957,946,1156,990)
accident-text: Δεκαπέντε ἄτομα ἐτραυματίσθησαν ἐκ τῆς συγκρούσεως λεωφορείου μετὰ φορτηγοῦ αὐτοκινήτου παρὰ τὰ Γιαννιτσά. Οἱ τραυματίαι μετεφέρθησαν εἰς τὸ νοσοκομεῖον ὅπου τοὺς παρεσχέθησαν αἱ πρῶται βοήθειαι. xyxy=(606,1534,766,1612)
brief-text: ΧΑΓΗ, 15 (Ρόυτερ).— Ὁ κ. Ντὲ Κάι ἀνεκοίνωσεν εἰς τὴν βασίλισσαν ὅτι ἀπέτυχε νὰ σχηματίσῃ κυβέρνησιν συνασπισμοῦ. xyxy=(957,872,1156,906)
resolutions-heading: ΨΗΦΙΣΜΑΤΑ xyxy=(67,851,150,868)
lead-story-columns xyxy=(440,422,945,719)
brief-text: ΝΕΑ ΥΟΡΚΗ, 15 (Ἡνωμ. Τύπος).— Ὁ πρόεδρος Ντὲ Γκὼλ ἀντιμετωπίζει αὐξανομένας ἐσωτερικὰς δυσχερείας λόγῳ τῆς ἀντιθέσεως τῶν κομμάτων πρὸς τὴν πολιτικήν του. xyxy=(957,1152,1156,1207)
palace-headline: ΕΙΣ ΤΟ ΑΝΑΚΤΟΡΟΝ ΤΟΥ ΓΑΛΕΡΙΟΥ xyxy=(1201,537,1547,560)
column-main xyxy=(440,8,945,2316)
accidents-headline: ΤΡΕΙΣ ΝΕΚΡΟΙ ΚΑΙ ΕΒΔΟΜΗΚΟΝΤΑ ΤΡΑΥΜΑΤΙΑΙ xyxy=(489,760,896,822)
veterans-story xyxy=(1168,1183,1580,1347)
cooperation-subheading: ΔΕΝ ΕΞΗΤΗΣΕ ΣΥΝΕΡΓΑΣΙΑΝ xyxy=(789,428,938,440)
accident-text: Εἰς Κοζάνην συνεκρούσθησαν δύο αὐτοκίνητα καὶ ἐτραυματίσθησαν ἓξ ἄτομα, ἐκ τῶν ὁποίων δύο σοβαρῶς. xyxy=(773,1493,945,1527)
veterans-deck: Ἀποδοκιμάζουν τοὺς ἀναμιγνυομένους εἰς τὸν ἐκβιασμὸν τῶν ἐκλογέων τοὺς ὁποίους ἀποκαλοῦν «τυχοδιώκτας» xyxy=(1184,1122,1564,1154)
six-injured-heading: ΕΞΙ ΤΡΑΥΜΑΤΙΑΙ xyxy=(646,1618,727,1631)
brief-text: ΤΕΛ ΑΒΙΒ, 15 (Ρόυτερ).— Σύροι φρουροὶ ἀπήγαγον τρεῖς Ἰσραηλινοὺς καὶ δύο Ἄραβας ἀγρότας εἰς τὴν περιοχὴν τῆς λίμνης Τιβεριάδος. xyxy=(957,571,1156,616)
accident-text: Δεκαπέντε ἄτομα ἐτραυματίσθησαν ἐκ τῆς συγκρούσεως λεωφορείου μετὰ φορτηγοῦ αὐτοκινήτου παρὰ τὰ Γιαννιτσά. Οἱ τραυματίαι μετεφέρθησαν εἰς τὸ νοσοκομεῖον ὅπου τοὺς παρεσχέθησαν αἱ πρῶται βοήθειαι. xyxy=(440,1534,599,1612)
column-entertainment xyxy=(217,8,428,2316)
brief-headline: ΠΤΩΜΑ ΑΝΔΡΟΣ ΗΛΙΕΥΘΗ ΕΙΣ ΤΟΝ ΣΤΑΥΡΟΝ xyxy=(963,14,1150,39)
lottery-headline: ΤΗΝ ΠΕΜΠΤΗΝ ΑΡΧΙΖΟΥΝ xyxy=(1403,1247,1555,1261)
brief-text: ΛΟΝΔΙΝΟΝ, 15 (Ρόυτερ).— Δύο ἄτομα ἀπέθανον ἐκ τῆς πυρκαγιᾶς ἡ ὁποία ἐξερράγη εἰς κεντρικὸν ξενοδοχεῖον τοῦ Λονδίνου. xyxy=(957,656,1156,699)
lead-deck: Μέγας κίνδυνος αἱ παρακρατικαὶ ὀργανώσεις xyxy=(493,396,893,416)
state-subheading: ΚΑΡΑΜΑΝΛΙΚΟΝ ΚΡΑΤΟΣ xyxy=(628,561,757,574)
engagement-notice: Ὁ κ. Γεώργιος Σ. Παπαζαφειρίου καὶ ἡ δ. Ἑλένη Μ. Ἀλιβίζου ἀρραβωνίσθησαν τὴν 14/7/1963. Συγχαρητήρια ἐπιτυχίας. xyxy=(12,74,205,105)
lead-headline-2: δὲν θὰ ἐκφράζουν, τονίζει ὁ κ. Βενιζέλος, xyxy=(440,109,945,187)
accident-text: Δεκαπέντε ἄτομα ἐτραυματίσθησαν ἐκ τῆς συγκρούσεως λεωφορείου μετὰ φορτηγοῦ αὐτοκινήτου παρὰ τὰ Γιαννιτσά. Οἱ τραυματίαι μετεφέρθησαν εἰς τὸ νοσοκομεῖον ὅπου τοὺς παρεσχέθησαν αἱ πρῶται βοήθειαι. xyxy=(773,1583,945,1660)
column-rule xyxy=(434,8,435,2316)
brief-text: ΜΟΣΧΑ, 15 (Ἡνωμ. Τύπος).— Ὁ σοβιετικὸς συγγραφεὺς Ἰλιὰ Ἐρεμπούργ ὑπέστη καρδιακὴν προσβολὴν καὶ νοσηλεύεται εἰς κλινικήν. xyxy=(957,1248,1156,1291)
resolution-text: Τὸ διοικητικὸν συμβούλιον, συνελθὸν ἐπὶ τῷ θανάτῳ τοῦ συνεργάτου του Κ. ΚΑΝΑΒΟΥ, ἀπεφάσισε: 1. Νὰ παραστῇ σύσσωμον εἰς τὴν κηδείαν. 2. Νὰ κατατεθῇ στέφανος. 3. Νὰ διατεθῇ χρηματικὸν ποσὸν εἰς εὐαγὲς ἵδρυμα. 4. Νὰ ἐκφρασθοῦν συλλυπητήρια εἰς τὴν οἰκογένειαν τοῦ ἐκλιπόντος. xyxy=(12,871,205,946)
lead-subheadline: ΔΙ' ΑΥΤΟ ΥΠΕΔΕΙΞΕ ΤΗΝ ΑΝΑΒΟΛΗΝ ΤΩΝ ΚΑΙ ΤΟΝ ΣΧΗΜΑΤΙΣΜΟΝ ΙΣΧΥΡΑΣ ΠΟΛΙΤΙΚΗΣ ΜΕΤΑΒΑΤΙΚΗΣ ΚΥΒΕΡΝΗΣΕΩΣ ΑΝΤΙ ΤΗΣ ΑΝΙΚΑΝΟΥ ΣΗΜΕΡΙΝΗΣ ΥΠΗΡΕΣΙΑΚΗΣ ΤΟΙΑΥΤΗΣ xyxy=(469,278,916,327)
walks-heading: Περίπατοι xyxy=(277,926,368,945)
resolution-text: Τὸ διοικητικὸν συμβούλιον, συνελθὸν ἐπὶ τῷ θανάτῳ τοῦ συνεργάτου του Κ. ΚΑΝΑΒΟΥ, ἀπεφάσισε: 1. Νὰ παραστῇ σύσσωμον εἰς τὴν κηδείαν. 2. Νὰ κατατεθῇ στέφανος. 3. Νὰ διατεθῇ χρηματικὸν ποσὸν εἰς εὐαγὲς ἵδρυμα. 4. Νὰ ἐκφρασθοῦν συλλυπητήρια εἰς τὴν οἰκογένειαν τοῦ ἐκλιπόντος. xyxy=(12,1225,205,1300)
summer-cinemas-heading: Θερινοί: xyxy=(217,139,280,155)
palace-subhead: ΑΙ ΕΡΓΑΣΙΑΙ ΤΗΣ ΕΚΧΩΜΑΤΩΣΕΩΣ ΠΡΟΧΩΡΟΥΝ xyxy=(1168,684,1580,704)
heatwave-kicker: ΕΧΡΗΣΙΜΟΠΟΙΗΣΑΝ ΠΑΝ ΜΕΤΑΦΟΡΙΚΟΝ ΜΕΣΟΝ xyxy=(1200,8,1548,22)
lottery-headline-3: ΤΟΥ ΕΘΝΙΚΟΥ ΛΑΧΕΙΟΥ xyxy=(1410,1274,1548,1289)
second-run-listing: ΑΕΛΛΑ: «Ὁ Ἄγγελος». ΑΝΔΡΟΜΕΔΑ: «Νύχτα στὴ Ρώμη». ΑΡΙΣΤΟΝ: «Ἡ σήραγγα». ΑΚΡΙΤΑΙ: «Ἕνας ἥρως». ΑΛΚΥΩΝ: «Τὸ τελευταῖο τρένο». ΑΚΤΑΙΟΝ: «Ὁ πλοίαρχος». ΑΡΙΣ: «Οἱ Καουμπόυδες». ΑΣΤΗΡ: «Ἡ συνωμοσία». ΑΤΤΙΚΟΝ: «Ὁ Ἀριστοκράτης». ΒΕΡΓΙΝΑ: «Ἡ φωνὴ τοῦ δάσους». ΓΑΛΗΝΗ: «Ἡ μεγάλη ἀγάπη». ΔΙΑΝΑ: «Τὸ ἄστρο τῆς Ἀνατολῆς». ΕΛΛΗΝΙΣ: «Δίχως πατρίδα». ΕΡΜΗΣ: «Ὁ κατάσκοπος». ΗΛΕΚΤΡΑ: «Ἡ ἐκδίκησις». ΘΑΛΕΙΑ: «Ἡ κυρία τῶν καμελιῶν». ΙΡΙΣ: «Ἐρωτικὲς ἱστορίες». ΚΡΟΝΟΣ: «Ὁ ἥρως τῆς Ἀριζόνας». ΛΙΛΑ: «Ἡ κόμησσα». ΜΑΡΙΑ: «Ὁ τελευταῖος ἔρως». ΜΑΞΙΜ: «Οἱ Τρεῖς Σωματοφύλακες». ΝΕΟΝ: «Ἡ Ἀμαζών». ΟΛΥΜΠΙΑ: «Τὸ μεγάλο ταξίδι». ΠΑΝΘΕΟΝ: «Οἱ κουρσάροι». ΡΕΞ: «Ἡ Βασίλισσα». ΡΟΔΟΝ: «Ὁ δρόμος τῆς τιμῆς». ΣΕΛΕΚ: «Ὁ Σπάρτακος». ΤΡΙΑΝΟΝ: «Ἡ καταιγίς». ΦΙΛΙΠΠΕΙΟΝ: «Οἱ ἥρωες». ΦΟΙΝΙΞ: «Ἡ Ξανθιὰ τοῦ Βορρᾶ». xyxy=(217,458,428,669)
heatwave-deck: Τέσσαρες κολυμβηταὶ ἐτραυματίσθησαν xyxy=(1180,196,1568,218)
palace-headline-2: ΑΝΗΚΟΥΝ ΤΑ ΚΤΙΣΜΑΤΑ xyxy=(1257,562,1492,585)
column-rule xyxy=(1162,8,1163,2316)
accidents-headline-2: ΕΚ ΤΩΝ ΤΡΟΧΑΙΩΝ ΑΤΥΧΗΜΑΤΩΝ ΤΟΥ 48ΩΡΟΥ xyxy=(469,822,916,883)
lead-kicker: ΒΑΡΥΣΗΜΑΝΤΟΣ ΟΜΙΛΙΑ ΕΙΣ ΤΟ ΗΡΑΚΛΕΙΟΝ xyxy=(521,8,864,23)
heatwave-headline-3: διὰ νὰ ἀποφύγουν τὸν καύσωνα xyxy=(1178,119,1570,147)
walks-text: Τοῦ «ΕΛΛΗΝΟΣΟΒΙΕΤΙΚΟΥ» ὅμιλος ἐκδρομὴ τὴν προσεχῆ Κυριακὴν εἰς τὸ Χορτιάτην. Τοῦ ΕΚΔΡΟΜΙΚΟΥ ΟΜΙΛΟΥ εἰς Ἀσβεστοχώρι. xyxy=(217,984,428,1018)
palace-kicker: Κατὰ τὴν γνώμην τοῦ κ. Μακαρόνα xyxy=(1230,520,1518,537)
palace-text: Ἀφίκετο εἰς Θεσσαλονίκην προερχόμενος ἐξ Ἀθηνῶν ὁ ἔφορος ἀρχαιοτήτων κ. Μακαρόνας, ὁ ὁποῖος ἐπεσκέφθη τὸν χῶρον τῆς πλατείας Ναυαρίνου ὅπου ἀνευρέθησαν ἀρχαῖα κτίσματα. Κατὰ τὴν γνώμην του τὰ κτίσματα ἀνήκουν εἰς τὸ ἀνάκτορον τοῦ Γαλερίου. Θὰ γίνουν συστηματικαὶ ἀνασκαφαὶ ὑπὸ τῆς ἀρχαιολογικῆς ὑπηρεσίας. xyxy=(1168,708,1370,809)
lead-story-text: Διὰ νὰ ἐπέλθῃ ἡ ἀποκατάστασις τῶν δημοκρατικῶν θεσμῶν, συνέχισεν ὁ κ. Βενιζέλος, πρέπει νὰ καταργηθῇ τὸ καραμανλικὸν κράτος καὶ νὰ ἐξυγιανθῇ ἡ διοίκησις. Ἡ σημερινὴ κυβέρνησις δὲν ἔχει οὔτε τὴν θέλησιν οὔτε τὴν δύναμιν νὰ ἐκκαθαρίσῃ τὸν κρατικὸν μηχανισμόν. xyxy=(782,523,945,624)
accidents-story xyxy=(440,970,945,1714)
wedding-notice: Ὁ ΙΩΑΝΝΗΣ ΚΑΡΑΤΖΟΓΛΟΥ τοῦ Γεωργίου καὶ ἡ ΑΙΚΑΤΕΡΙΝΗ ΤΣΟΠΑΝΙΔΟΥ πρόκειται νὰ ἔλθουν εἰς α' γάμον τελεσθησόμενον εἰς Θεσσαλονίκην. xyxy=(12,513,205,557)
vampire-text: ΜΠΟΡΝΤΩ, 15 (Ἰδ. Ὑπ.).— Ἕνας ἄνδρας ὁ ὁποῖος ἐμαχαίρωσε τὴν ἐρωμένην του διὰ νὰ πίῃ τὸ αἷμα της, ἐδήλωσεν εἰς τὴν ἀστυνομίαν ὅτι τὸ εὗρε πολὺ ὡραῖον. Ὁ δράστης, ἄλλοτε ἥρως τοῦ πολέμου, ἦτο τρόφιμος ψυχιατρείου. xyxy=(1378,976,1580,1043)
brief-headline: ΔΥΟ ΟΙ ΝΕΚΡΟΙ ΕΚ ΤΗΣ ΠΥΡΚΑΓΙΑΣ ΤΟΥ ΛΟΝΔΙΝΟΥ xyxy=(961,627,1152,653)
funeral-notice: Τὸν προσφιλῆ μας πατέρα ΠΑΣΧΑΛΗΝ ΚΑΖΑΝΤΖΟΓΛΟΥ ἐτῶν 82 κηδεύομεν σήμερον 10.30 π.μ. ἐκ τοῦ ναοῦ Εὐαγγελιστρίας. xyxy=(12,800,205,843)
palace-story xyxy=(1168,709,1580,814)
lead-banner-2: ΚΑΙ ΔΕΝ ΘΑ ΕΙΝΑΙ ΠΟΤΕ Ο ΔΙΑΣΠΑΣΤΗΣ xyxy=(470,365,915,391)
brief-text: ΚΑΪΡΟΝ, 15 (Ρόυτερ).— Ὁ πρόεδρος Νάσερ ἐνέκρινε τὴν διάθεσιν πιστώσεων διὰ τὴν ἵδρυσιν ἐργοστασίου ἀλουμινίου εἰς τὴν Ἡνωμένην Ἀραβικὴν Δημοκρατίαν. Τὸ ἐργοστάσιον θὰ ἔχῃ ἐτησίαν παραγωγὴν 100.000 τόννων. xyxy=(957,465,1156,531)
theaters-section-title: ΘΕΑΜΑΤΑ xyxy=(217,12,428,50)
veterans-subhead: ΕΝΤΟΝΟΣ ΑΝΑΚΟΙΝΩΣΙΣ ΤΗΣ ΣΥΝΟΜΟΣΠΟΝΔΙΑΣ ΤΩΝ xyxy=(1168,1158,1580,1178)
newspaper-page xyxy=(12,8,1580,2316)
first-run-heading: Α' ΠΡΟΒΟΛΗΣ xyxy=(286,160,359,173)
vampire-text: ΜΠΟΡΝΤΩ, 15 (Ἰδ. Ὑπ.).— Ἕνας ἄνδρας ὁ ὁποῖος ἐμαχαίρωσε τὴν ἐρωμένην του διὰ νὰ πίῃ τὸ αἷμα της, ἐδήλωσεν εἰς τὴν ἀστυνομίαν ὅτι τὸ εὗρε πολὺ ὡραῖον. Ὁ δράστης, ἄλλοτε ἥρως τοῦ πολέμου, ἦτο τρόφιμος ψυχιατρείου. xyxy=(1168,976,1370,1043)
brief-headline: ΑΠΕΘΑΝΕ ΣΗΜΑΙΝΩΝ ΗΓΕΤΙΚΟΝ ΣΤΕΛΕΧΟΣ ΤΩΝ ΕΡΓΑΤΙΚΩΝ xyxy=(969,711,1144,737)
second-run-heading: Β' ΠΡΟΒΟΛΗΣ xyxy=(286,233,359,246)
accidents-deck: Αὐτοκίνητον ἀγνώστου ἐφόνευσε γραῖαν εἰς Ἀττικὴν xyxy=(477,886,908,906)
accident-text: Τὸ αὐτοκίνητον ὡδηγεῖτο ὑπὸ τοῦ ἰδιοκτήτου του, ὁ ὁποῖος ἀπώλεσε τὸν ἔλεγχον τοῦ τιμονίου καὶ ἐξετράπη τῆς ὁδοῦ. Οἱ ἐπιβαίνοντες μετεφέρθησαν εἰς τὸ νοσοκομεῖον. xyxy=(440,1177,599,1233)
theater-listing: ΔΙΑΝΑ: Τηλ. 80-845. Ὁ θίασος Κούλας Ἰωάννου: «Ἡ Ἀπάτη» τοῦ Ἰ. Πεπτάνη. ΣΤΡΑΤΙΩΤΙΚΟΝ: Τηλ. 20-426. Μουσικὴ ἐπιθεώρησις «Ὁ ἄλλος ξυπνάει...». xyxy=(217,67,428,110)
first-run-listing: ΑΘΗΝΑΙΟΝ: «Ἀγάπη στὸ Κουκλί». ΗΛΥΣΙΑ: «Οἱ Ἀναγνώστες». ΕΛΠΙΣ: «Οἱ Περιπέτειες». ΠΑΛΛΑΣ: «Ὁ Βασιλεὺς τῶν ὀρέων». ΑΠΟΛΛΩΝ: «Φλόγες». ΦΛΩΡΙΔΑ: «Ὁ Σπανὸς καὶ ὁ Θεὸς». ΕΣΠΕΡΟΣ: «Ὁ ὑπολοχαγὸς». xyxy=(217,174,428,228)
vampire-story xyxy=(1168,977,1580,1048)
lead-headline-3: τὴν γνησίαν θέλησιν τοῦ ἑλληνικοῦ λαοῦ xyxy=(490,194,896,265)
countryside-heading: ΕΙΣ ΤΗΝ ΥΠΑΙΘΡΟΝ xyxy=(470,1618,569,1631)
thanks-notice: Εἰς τὰ ἐπίσημα τοῦ Νικόλου καὶ Μαρίας Σμυρνιώτου εὐχαριστοῦμεν θερμῶς ὅσους μᾶς ἐτίμησαν διὰ τῆς παρουσίας των καὶ τῶν εὐχῶν των. xyxy=(12,129,205,172)
graduates-notice: Εἰς τὸν ἐκπαιδευτικὸν Χρυσόστομον Ἰατρίδην ὁ νέος ἐπιστήμων ἐπέτυχε μὲ τὸν βαθμὸν ἄριστα εἰς τὰς πτυχιακὰς ἐξετάσεις τῆς Φιλοσοφικῆς Σχολῆς. xyxy=(12,196,205,239)
